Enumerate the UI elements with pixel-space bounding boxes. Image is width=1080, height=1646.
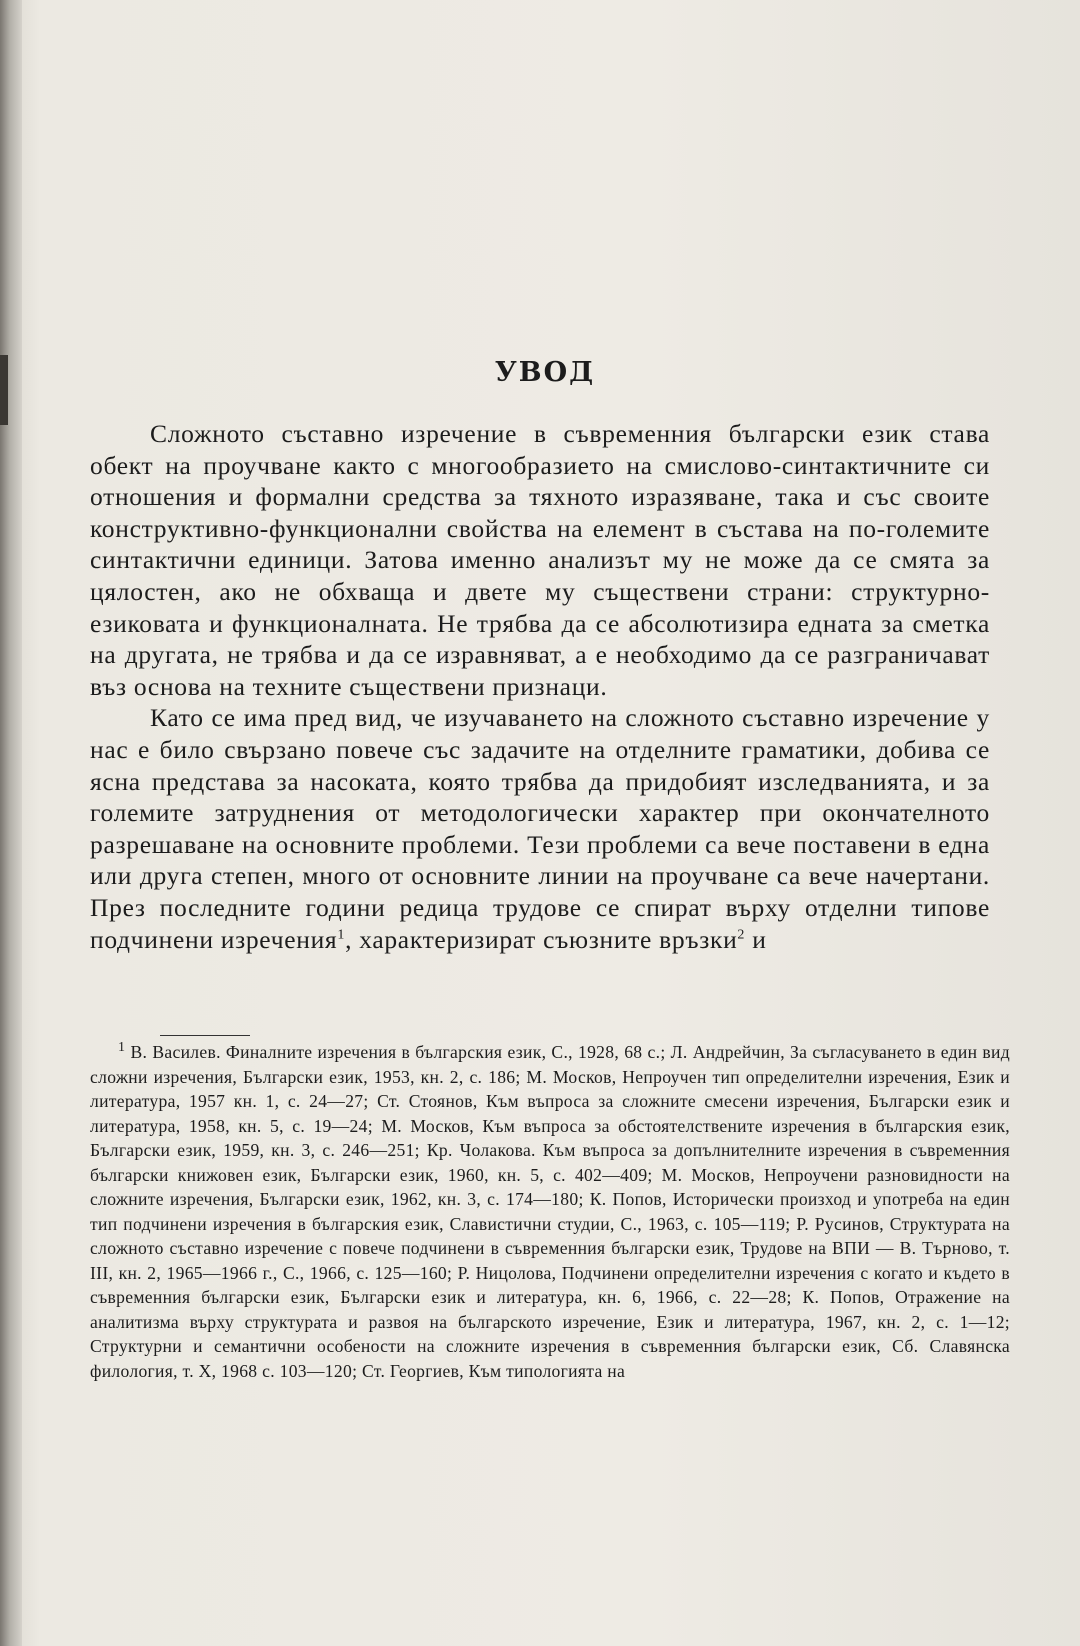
binding-mark: [0, 355, 8, 425]
paragraph-2-text-c: и: [745, 924, 767, 954]
footnote-ref-1[interactable]: 1: [337, 927, 346, 942]
book-binding-edge: [0, 0, 22, 1646]
paragraph-1-text: Сложното съставно изречение в съвременния български език става обект на проучване както с многообразието на смислово-синтактичните си отношения и формални средства за тяхното изразяване, така и със своите конструктивно-функционални свойства на елемент в състава на по-големите синтактични единици. Затова именно анализът му не може да се смята за цялостен, ако не обхваща и двете му съществени страни: структурно-езиковата и функционалната. Не трябва да се абсолютизира едната за сметка на другата, не трябва и да се изравняват, а е необходимо да се разграничават въз основа на техните съществени признаци.: [90, 419, 990, 701]
footnote-text: В. Василев. Финалните изречения в българския език, С., 1928, 68 с.; Л. Андрейчин, За съгласуването в един вид сложни изречения, Български език, 1953, кн. 2, с. 186; М. Москов, Непроучен тип определителни изречения, Език и литература, 1957 кн. 1, с. 24—27; Ст. Стоянов, Към въпроса за сложните смесени изречения, Български език и литература, 1958, кн. 5, с. 19—24; М. Москов, Към въпроса за обстоятелствените изречения в българския език, Български език, 1959, кн. 3, с. 246—251; Кр. Чолакова. Към въпроса за допълнителните изречения в съвременния български книжовен език, Български език, 1960, кн. 5, с. 402—409; М. Москов, Непроучени разновидности на сложните изречения, Български език, 1962, кн. 3, с. 174—180; К. Попов, Исторически произход и употреба на един тип подчинени изречения в българския език, Славистични студии, С., 1963, с. 105—119; Р. Русинов, Структурата на сложното съставно изречение с повече подчинени в съвременния български език, Трудове на ВПИ — В. Търново, т. III, кн. 2, 1965—1966 г., С., 1966, с. 125—160; Р. Ницолова, Подчинени определителни изречения с когато и където в съвременния български език, Български език и литература, кн. 6, 1966, с. 22—28; К. Попов, Отражение на аналитизма върху структурата и развоя на българското изречение, Език и литература, 1967, кн. 2, с. 1—12; Структурни и семантични особености на сложните изречения в съвременния български език, Сб. Славянска филология, т. X, 1968 с. 103—120; Ст. Георгиев, Към типологията на: [90, 1042, 1010, 1381]
footnote-ref-2[interactable]: 2: [737, 927, 746, 942]
body-text: [90, 418, 990, 955]
chapter-heading: УВОД: [494, 357, 596, 388]
paragraph-2-text-a: Като се има пред вид, че изучаването на сложното съставно изречение у нас е било свързано повече със задачите на отделните граматики, добива се ясна представа за насоката, която трябва да придобият изследванията, и за големите затруднения от методологически характер при окончателното разрешаване на основните проблеми. Тези проблеми са вече поставени в една или друга степен, много от основните линии на проучване са вече начертани. През последните години редица трудове се спират върху отделни типове подчинени изречения: [90, 703, 990, 954]
paragraph-2: [90, 702, 990, 955]
footnote-block: [90, 1040, 1010, 1383]
paragraph-1: [90, 418, 990, 702]
footnote-marker: 1: [118, 1040, 126, 1056]
footnote-1: [90, 1040, 1010, 1383]
footnote-divider: [160, 1035, 250, 1036]
paragraph-2-text-b: , характеризират съюзните връзки: [345, 924, 738, 954]
